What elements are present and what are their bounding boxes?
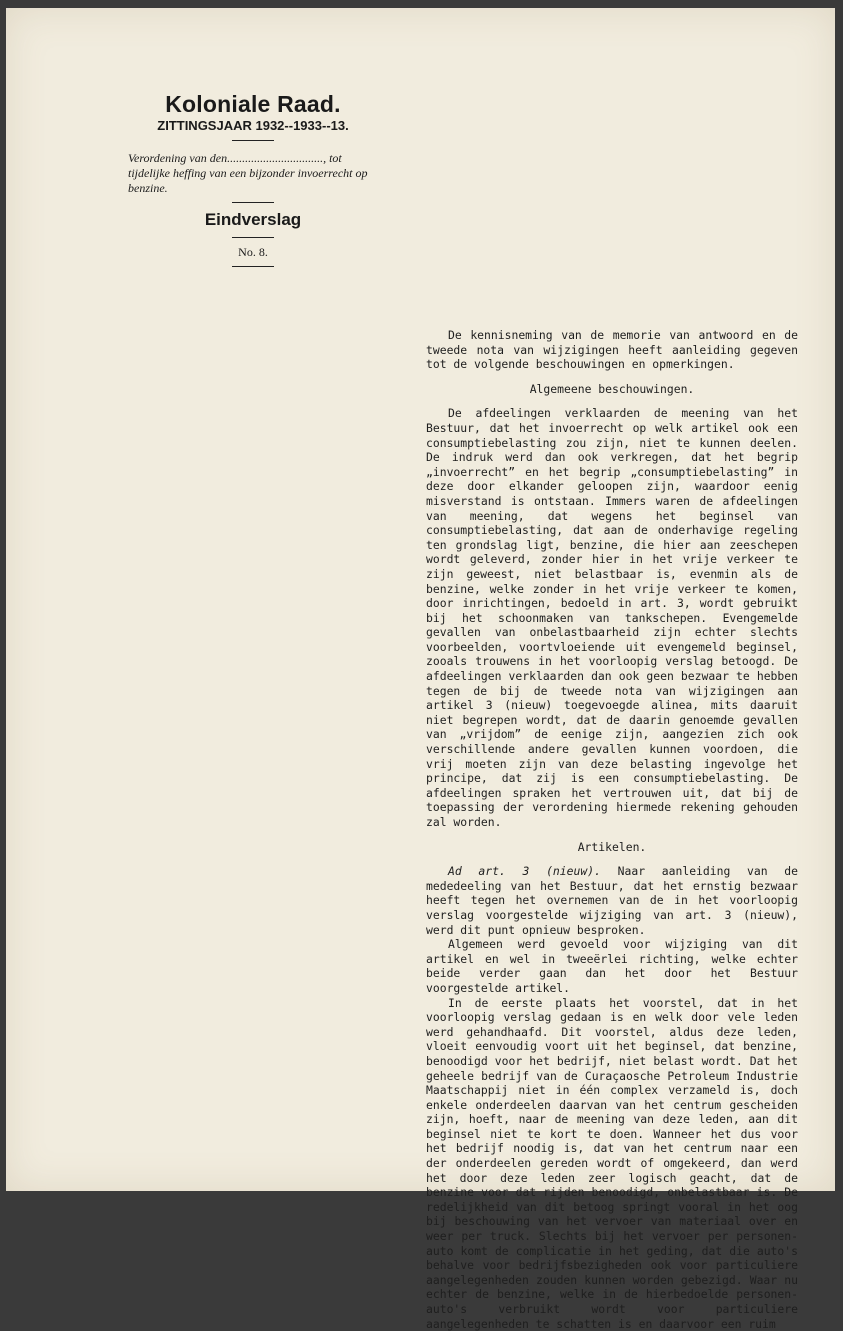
report-title: Eindverslag: [204, 210, 302, 229]
document-header: [128, 90, 378, 273]
paragraph-3: In de eerste plaats het voorstel, dat in het voorloopig verslag gedaan is en welk door vele leden werd gehandhaafd. Dit voorstel, aldus deze leden, vloeit eenvoudig voort uit het beginsel, dat benzine, benoodigd voor het bedrijf, niet belast wordt. Dat het geheele bedrijf van de Curaçaosche Petroleum Industrie Maatschappij niet in één complex verzameld is, doch enkele onderdeelen daarvan van het centrum gescheiden zijn, hoeft, naar de meening van deze leden, aan dit beginsel niet te kort te doen. Wanneer het dus voor het bedrijf noodig is, dat van het centrum naar een der onderdeelen gereden wordt of omgekeerd, dan werd het door deze leden zeer logisch geacht, dat de benzine voor dat rijden benoodigd, onbelastbaar is. De redelijkheid van dit betoog springt vooral in het oog bij beschouwing van het vervoer van materiaal over en weer per truck. Slechts bij het vervoer per personen-auto komt de complicatie in het geding, dat die auto's behalve voor bedrijfsbezigheden ook voor particuliere aangelegenheden zouden kunnen worden gebezigd. Waar nu echter de benzine, welke in de hierbedoelde personen-auto's verbruikt wordt voor particuliere aangelegenheden te schatten is en daarvoor een ruim: [426, 995, 798, 1331]
divider: [232, 140, 274, 141]
article-text: Naar aanleiding van de mededeeling van het Bestuur, dat het ernstig bezwaar heeft tegen het overnemen van de in het voorloopig verslag voorgestelde wijziging van art. 3 (nieuw), werd dit punt opnieuw besproken.: [426, 864, 799, 937]
divider: [232, 202, 274, 203]
intro-paragraph: De kennisneming van de memorie van antwoord en de tweede nota van wijzigingen heeft aanleiding gegeven tot de volgende beschouwingen en opmerkingen.: [426, 328, 798, 372]
document-page: [6, 8, 835, 1331]
article-label: Ad art. 3 (nieuw).: [448, 864, 601, 879]
session-year: ZITTINGSJAAR 1932--1933--13.: [157, 118, 349, 133]
section-heading-articles: Artikelen.: [577, 839, 647, 854]
divider: [232, 237, 274, 238]
council-title: Koloniale Raad.: [165, 91, 341, 117]
article-paragraph: [426, 864, 798, 937]
section-heading-general: Algemeene beschouwingen.: [529, 381, 695, 396]
divider: [232, 266, 274, 267]
paragraph-2: Algemeen werd gevoeld voor wijziging van dit artikel en wel in tweeërlei richting, welke echter beide verder gaan dan het door het Bestuur voorgestelde artikel.: [426, 937, 798, 995]
ordinance-description: Verordening van den................................, tot tijdelijke heffing van een bijzonder invoerrecht op benzine.: [128, 151, 368, 195]
document-number: No. 8.: [238, 245, 268, 259]
document-body: [426, 328, 798, 1331]
general-paragraph: De afdeelingen verklaarden de meening van het Bestuur, dat het invoerrecht op welk artikel ook een consumptiebelasting zou zijn, niet te kunnen deelen. De indruk werd dan ook verkregen, dat het begrip „invoerrecht” en het begrip „consumptiebelasting” in deze door elkander geloopen zijn, waardoor eenig misverstand is ontstaan. Immers waren de afdeelingen van meening, dat wegens het beginsel van consumptiebelasting, dat aan de onderhavige regeling ten grondslag ligt, benzine, die hier aan zeeschepen wordt geleverd, zonder hier in het vrije verkeer te zijn geweest, niet belastbaar is, evenmin als de benzine, welke zonder in het vrije verkeer te komen, door inrichtingen, bedoeld in art. 3, wordt gebruikt bij het schoonmaken van tankschepen. Evengemelde gevallen van onbelastbaarheid zijn echter slechts voorbeelden, voortvloeiende uit evengemeld beginsel, zooals trouwens in het voorloopig verslag betoogd. De afdeelingen verklaarden dan ook geen bezwaar te hebben tegen de bij de tweede nota van wijzigingen aan artikel 3 (nieuw) toegevoegde alinea, mits daaruit niet begrepen wordt, dat de daarin genoemde gevallen van „vrijdom” de eenige zijn, aangezien zich ook verschillende andere gevallen kunnen voordoen, die vrij moeten zijn van deze belasting ingevolge het principe, dat zij is een consumptiebelasting. De afdeelingen spraken het vertrouwen uit, dat bij de toepassing der verordening hiermede rekening gehouden zal worden.: [426, 406, 798, 829]
